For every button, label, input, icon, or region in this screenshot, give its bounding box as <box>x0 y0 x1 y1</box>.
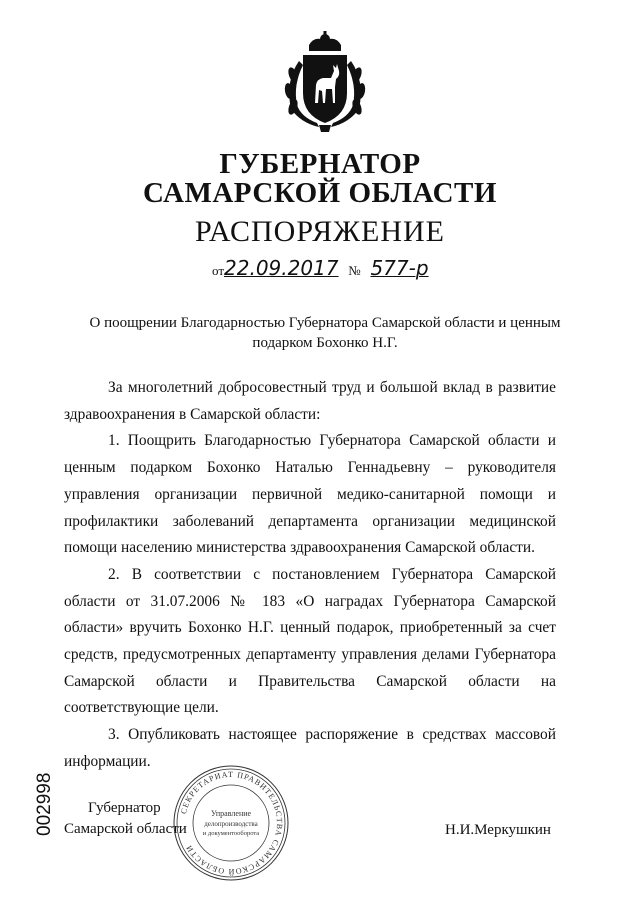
signatory-position-line2: Самарской области <box>64 821 187 837</box>
authority-title-line2: САМАРСКОЙ ОБЛАСТИ <box>143 177 497 209</box>
document-type: РАСПОРЯЖЕНИЕ <box>194 215 446 248</box>
signatory-name: Н.И.Меркушкин <box>445 822 551 838</box>
number-value: 577-р <box>370 256 429 280</box>
stamp-line2: делопроизводства <box>204 820 258 828</box>
stamp-line3: и документооборота <box>202 830 260 837</box>
stamp-ring-text: СЕКРЕТАРИАТ ПРАВИТЕЛЬСТВА САМАРСКОЙ ОБЛАСТИ <box>178 769 285 877</box>
date-prefix: от <box>212 263 225 278</box>
body-item-3: 3. Опубликовать настоящее распоряжение в средствах массовой информации. <box>64 726 556 770</box>
date-value: 22.09.2017 <box>224 256 339 280</box>
document-subject: О поощрении Благодарностью Губернатора Самарской области и ценным подарком Бохонко Н.Г. <box>89 315 561 351</box>
coat-of-arms-emblem <box>279 31 371 135</box>
number-prefix: № <box>348 263 361 278</box>
body-preamble: За многолетний добросовестный труд и большой вклад в развитие здравоохранения в Самарской области: <box>64 379 556 423</box>
stamp-line1: Управление <box>210 809 252 818</box>
body-item-2: 2. В соответствии с постановлением Губернатора Самарской области от 31.07.2006 № 183 «О наградах Губернатора Самарской области» вручить Бохонко Н.Г. ценный подарок, приобретенный за счет средств, предусмотренных департаменту управления делами Губернатора Самарской области и Правительства Самарской области на соответствующие цели. <box>64 565 556 717</box>
signatory-position-line1: Губернатор <box>88 800 161 816</box>
document-body <box>64 375 556 776</box>
official-stamp <box>172 764 290 882</box>
side-number-text: 002998 <box>34 772 55 836</box>
side-registration-number <box>26 772 66 836</box>
date-number-line <box>212 256 429 280</box>
body-item-1: 1. Поощрить Благодарностью Губернатора Самарской области и ценным подарком Бохонко Наталью Геннадьевну – руководителя управления организации первичной медико-санитарной помощи и профилактики заболеваний департамента организации медицинской помощи населению министерства здравоохранения Самарской области. <box>64 432 556 557</box>
authority-title-line1: ГУБЕРНАТОР <box>219 148 421 180</box>
